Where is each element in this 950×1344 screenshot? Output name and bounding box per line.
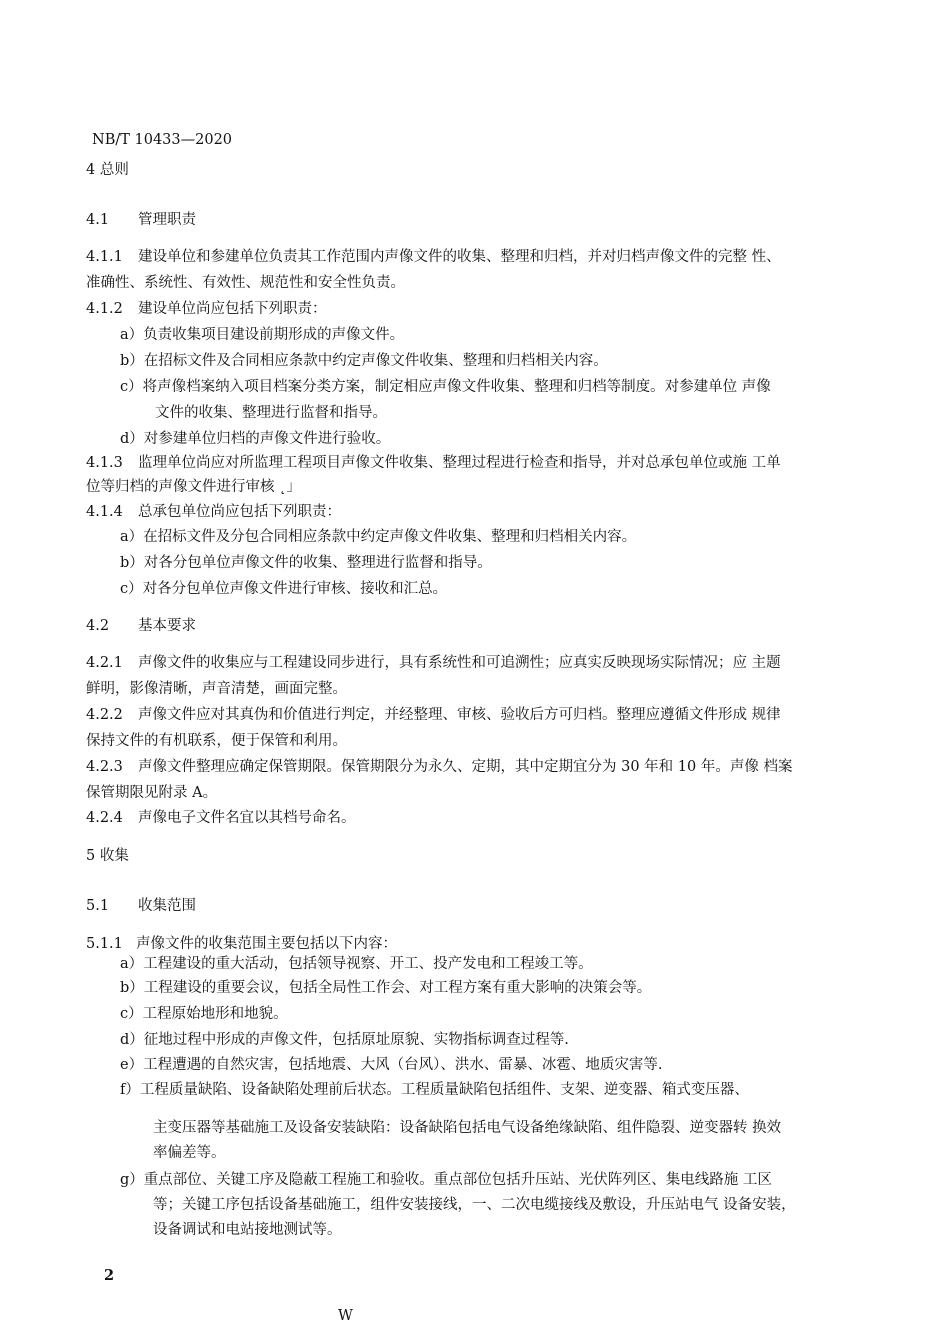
list-item: c）将声像档案纳入项目档案分类方案，制定相应声像文件收集、整理和归档等制度。对参建单位 声像: [120, 379, 771, 395]
list-item: e）工程遭遇的自然灾害，包括地震、大风（台风）、洪水、雷暴、冰雹、地质灾害等.: [120, 1057, 663, 1073]
clause-4-1-4: [86, 502, 341, 522]
list-item-cont: 率偏差等。: [153, 1145, 226, 1161]
clause-4-2-1: [86, 653, 781, 673]
list-item: b）在招标文件及合同相应条款中约定声像文件收集、整理和归档相关内容。: [120, 353, 608, 369]
list-item: d）征地过程中形成的声像文件，包括原址原貌、实物指标调查过程等.: [120, 1032, 569, 1048]
list-item: a）负责收集项目建设前期形成的声像文件。: [120, 327, 405, 343]
clause-text: 监理单位尚应对所监理工程项目声像文件收集、整理过程进行检查和指导，并对总承包单位或施 工单: [138, 455, 781, 471]
section-4-heading: 4 总则: [86, 162, 129, 178]
clause-number: 4.1.1: [86, 249, 123, 265]
clause-number: 4.1.2: [86, 301, 123, 317]
clause-title: 管理职责: [138, 212, 196, 228]
clause-number: 4.2: [86, 618, 110, 634]
clause-number: 4.1.4: [86, 504, 123, 520]
clause-4-1-3-cont: 位等归档的声像文件进行审核 ˛」: [86, 479, 301, 495]
clause-4-1-1-cont: 准确性、系统性、有效性、规范性和安全性负责。: [86, 275, 405, 291]
document-code: NB/T 10433—2020: [92, 132, 233, 148]
clause-number: 4.2.1: [86, 655, 123, 671]
clause-title: 收集范围: [138, 898, 196, 914]
list-item: d）对参建单位归档的声像文件进行验收。: [120, 431, 391, 447]
section-5-1-heading: [86, 896, 196, 916]
clause-title: 基本要求: [138, 618, 196, 634]
list-item: b）对各分包单位声像文件的收集、整理进行监督和指导。: [120, 555, 492, 571]
section-4-2-heading: [86, 616, 196, 636]
clause-text: 总承包单位尚应包括下列职责：: [138, 504, 341, 520]
section-5-heading: 5 收集: [86, 848, 129, 864]
clause-4-1-3: [86, 453, 781, 473]
list-item: b）工程建设的重要会议，包括全局性工作会、对工程方案有重大影响的决策会等。: [120, 980, 652, 996]
list-item: c）工程原始地形和地貌。: [120, 1006, 288, 1022]
clause-4-1-2: [86, 299, 327, 319]
clause-4-2-1-cont: 鲜明，影像清晰，声音清楚，画面完整。: [86, 681, 347, 697]
clause-4-2-3-cont: 保管期限见附录 A。: [86, 785, 218, 801]
list-item: f）工程质量缺陷、设备缺陷处理前后状态。工程质量缺陷包括组件、支架、逆变器、箱式变压器、: [120, 1082, 749, 1098]
clause-4-1-1: [86, 247, 781, 267]
page-number: 2: [104, 1267, 115, 1284]
footer-mark: W: [338, 1308, 353, 1324]
clause-number: 4.2.3: [86, 759, 123, 775]
clause-text: 建设单位和参建单位负责其工作范围内声像文件的收集、整理和归档，并对归档声像文件的完整 性、: [138, 249, 781, 265]
section-4-1-heading: [86, 210, 196, 230]
clause-text: 建设单位尚应包括下列职责：: [138, 301, 327, 317]
clause-number: 5.1.1: [86, 936, 123, 952]
list-item: a）工程建设的重大活动，包括领导视察、开工、投产发电和工程竣工等。: [120, 956, 593, 972]
clause-4-2-2: [86, 705, 781, 725]
list-item-cont: 设备调试和电站接地测试等。: [153, 1222, 342, 1238]
list-item: g）重点部位、关键工序及隐蔽工程施工和验收。重点部位包括升压站、光伏阵列区、集电线路施 工区: [120, 1172, 772, 1188]
clause-number: 4.1.3: [86, 455, 123, 471]
clause-4-2-2-cont: 保持文件的有机联系，便于保管和利用。: [86, 733, 347, 749]
clause-text: 声像文件的收集应与工程建设同步进行，具有系统性和可追溯性；应真实反映现场实际情况；应 主题: [138, 655, 781, 671]
list-item: c）对各分包单位声像文件进行审核、接收和汇总。: [120, 581, 448, 597]
clause-text: 声像文件应对其真伪和价值进行判定，并经整理、审核、验收后方可归档。整理应遵循文件形成 规律: [138, 707, 781, 723]
clause-4-2-4: [86, 808, 356, 828]
clause-number: 4.1: [86, 212, 110, 228]
clause-number: 5.1: [86, 898, 110, 914]
list-item: a）在招标文件及分包合同相应条款中约定声像文件收集、整理和归档相关内容。: [120, 529, 637, 545]
clause-number: 4.2.2: [86, 707, 123, 723]
clause-text: 声像电子文件名宜以其档号命名。: [138, 810, 356, 826]
list-item-cont: 文件的收集、整理进行监督和指导。: [155, 405, 387, 421]
list-item-cont: 主变压器等基础施工及设备安装缺陷：设备缺陷包括电气设备绝缘缺陷、组件隐裂、逆变器转 换效: [153, 1120, 782, 1136]
clause-text: 声像文件整理应确定保管期限。保管期限分为永久、定期，其中定期宜分为 30 年和 10 年。声像 档案: [138, 759, 793, 775]
clause-5-1-1: [86, 934, 397, 954]
clause-4-2-3: [86, 757, 792, 777]
list-item-cont: 等；关键工序包括设备基础施工，组件安装接线，一、二次电缆接线及敷设，升压站电气 设备安装，: [153, 1197, 796, 1213]
clause-number: 4.2.4: [86, 810, 123, 826]
clause-text: 声像文件的收集范围主要包括以下内容：: [136, 936, 397, 952]
